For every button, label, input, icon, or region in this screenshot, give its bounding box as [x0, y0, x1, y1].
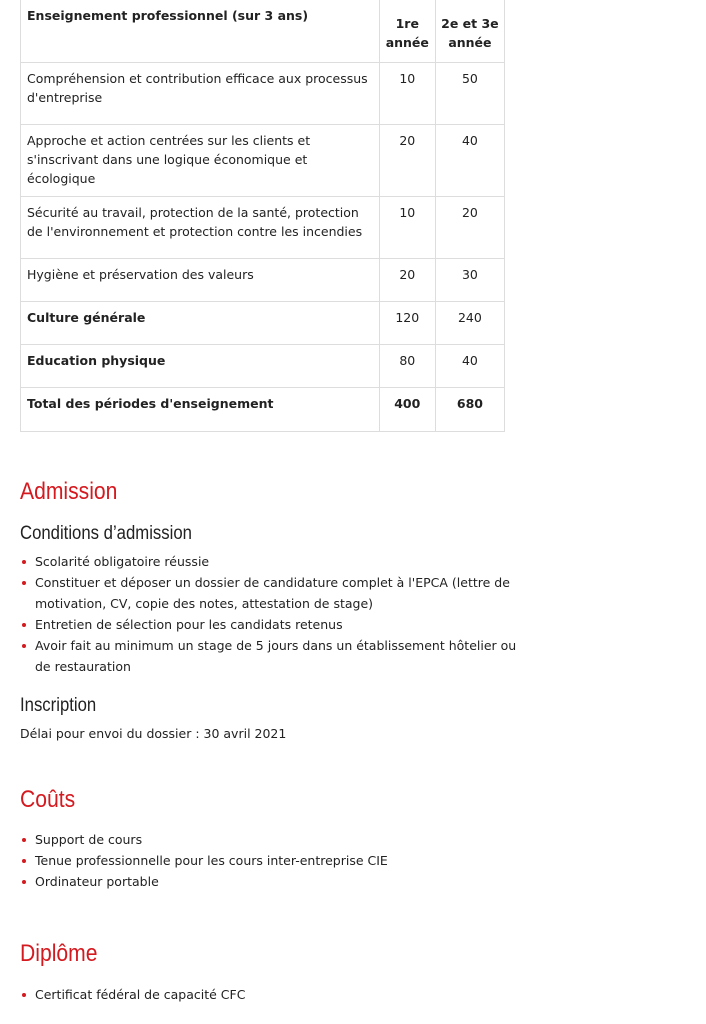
table-row	[21, 62, 505, 124]
table-row	[21, 301, 505, 344]
bullet-icon	[22, 993, 26, 997]
header-year1-line2: année	[385, 35, 429, 50]
diplome-list	[20, 984, 520, 1005]
list-item	[20, 850, 520, 871]
list-item	[20, 572, 520, 614]
header-year1-line1: 1re	[395, 16, 419, 31]
row-year1: 80	[379, 344, 435, 387]
list-item	[20, 829, 520, 850]
list-item-text: Scolarité obligatoire réussie	[35, 554, 210, 569]
row-year23: 30	[435, 258, 504, 301]
list-item-text: Tenue professionnelle pour les cours inter-entreprise CIE	[35, 853, 388, 868]
periods-table-container	[20, 0, 686, 432]
table-header-row	[21, 0, 505, 62]
list-item-text: Support de cours	[35, 832, 143, 847]
row-year23: 240	[435, 301, 504, 344]
table-header-year1	[379, 0, 435, 62]
list-item-text: Constituer et déposer un dossier de candidature complet à l'EPCA (lettre de motivation, CV, copie des notes, attestation de stage)	[35, 575, 510, 611]
row-label: Hygiène et préservation des valeurs	[21, 258, 380, 301]
total-year23: 680	[435, 387, 504, 431]
list-item-text: Certificat fédéral de capacité CFC	[35, 987, 246, 1002]
row-label: Education physique	[21, 344, 380, 387]
table-row	[21, 196, 505, 258]
bullet-icon	[22, 859, 26, 863]
bullet-icon	[22, 838, 26, 842]
bullet-icon	[22, 623, 26, 627]
total-label: Total des périodes d'enseignement	[21, 387, 380, 431]
couts-list	[20, 829, 520, 892]
table-header-label: Enseignement professionnel (sur 3 ans)	[21, 0, 380, 62]
bullet-icon	[22, 880, 26, 884]
row-year23: 40	[435, 344, 504, 387]
conditions-heading: Conditions d’admission	[20, 523, 192, 544]
row-year1: 120	[379, 301, 435, 344]
row-year23: 50	[435, 62, 504, 124]
inscription-text: Délai pour envoi du dossier : 30 avril 2021	[20, 726, 287, 741]
conditions-list	[20, 551, 520, 677]
row-label: Culture générale	[21, 301, 380, 344]
admission-heading: Admission	[20, 478, 118, 505]
diplome-heading: Diplôme	[20, 940, 98, 967]
list-item-text: Avoir fait au minimum un stage de 5 jours dans un établissement hôtelier ou de restauration	[35, 638, 517, 674]
table-row	[21, 124, 505, 196]
list-item	[20, 551, 520, 572]
inscription-heading: Inscription	[20, 695, 97, 716]
header-year23-line2: année	[448, 35, 492, 50]
row-label: Compréhension et contribution efficace aux processus d'entreprise	[21, 62, 380, 124]
row-label: Approche et action centrées sur les clients et s'inscrivant dans une logique économique et écologique	[21, 124, 380, 196]
row-label: Sécurité au travail, protection de la santé, protection de l'environnement et protection contre les incendies	[21, 196, 380, 258]
list-item	[20, 635, 520, 677]
table-row	[21, 344, 505, 387]
row-year1: 10	[379, 196, 435, 258]
row-year1: 20	[379, 124, 435, 196]
row-year1: 10	[379, 62, 435, 124]
list-item	[20, 871, 520, 892]
bullet-icon	[22, 644, 26, 648]
table-total-row	[21, 387, 505, 431]
table-header-year23	[435, 0, 504, 62]
row-year1: 20	[379, 258, 435, 301]
list-item-text: Ordinateur portable	[35, 874, 159, 889]
list-item-text: Entretien de sélection pour les candidats retenus	[35, 617, 343, 632]
couts-heading: Coûts	[20, 786, 76, 813]
bullet-icon	[22, 581, 26, 585]
bullet-icon	[22, 560, 26, 564]
total-year1: 400	[379, 387, 435, 431]
header-year23-line1: 2e et 3e	[441, 16, 499, 31]
row-year23: 20	[435, 196, 504, 258]
list-item	[20, 614, 520, 635]
list-item	[20, 984, 520, 1005]
table-row	[21, 258, 505, 301]
periods-table	[20, 0, 505, 432]
row-year23: 40	[435, 124, 504, 196]
